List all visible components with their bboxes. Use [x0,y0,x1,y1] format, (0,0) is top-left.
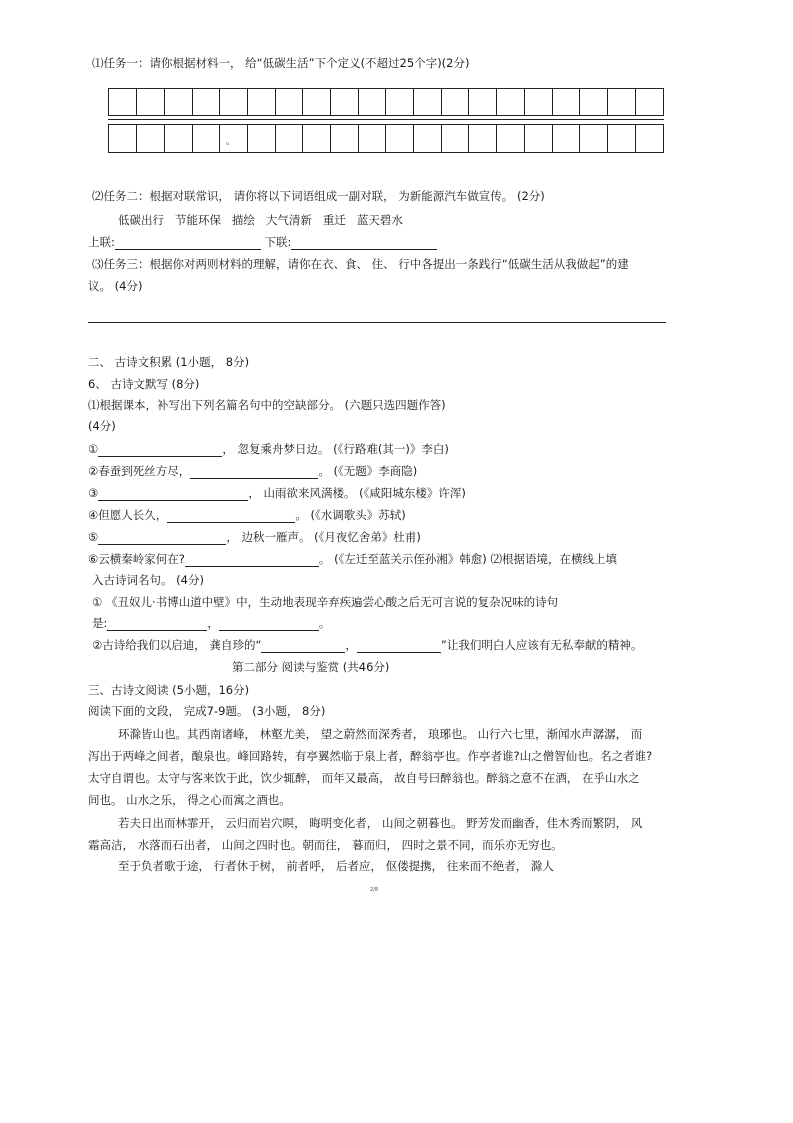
recite-item-6 [88,551,617,567]
sub1-instruction: ⑴根据课本，补写出下列名篇名句中的空缺部分。 (六题只选四题作答) [88,398,446,412]
section3-intro: 阅读下面的文段， 完成7-9题。 (3小题， 8分) [88,704,326,718]
context-q2-comma: ， [345,638,357,652]
passage-line: 环滁皆山也。其西南诸峰， 林壑尤美， 望之蔚然而深秀者， 琅琊也。 山行六七里，渐闻水声潺潺， 而 [118,727,643,741]
task2-words: 低碳出行 节能环保 描绘 大气清新 重迁 蓝天碧水 [118,213,403,227]
recite-item-3-prefix: ③ [88,486,99,500]
recite-item-5-blank[interactable] [98,532,226,545]
context-question-1-line-2 [92,615,330,631]
grid-dot-mark: 。 [226,137,236,147]
context-q1-prefix: 是: [92,616,108,630]
recite-item-3 [88,485,466,501]
passage-line: 太守自谓也。太守与客来饮于此，饮少辄醉， 而年又最高， 故自号曰醉翁也。醉翁之意不在酒， 在乎山水之 [88,771,640,785]
recite-item-2-blank[interactable] [190,466,318,479]
passage-line: 至于负者歌于途， 行者休于树， 前者呼， 后者应， 伛偻提携， 往来而不绝者， 滁人 [118,859,554,873]
recite-item-1 [88,441,449,457]
recite-item-3-suffix: ， 山雨欲来风满楼。 (《咸阳城东楼》许浑) [248,486,466,500]
answer-grid-row-1[interactable] [108,88,664,116]
recite-item-5-suffix: ， 边秋一雁声。 (《月夜忆舍弟》杜甫) [226,530,421,544]
upper-couplet-label: 上联: [88,235,115,249]
sub2-continuation: 入古诗词名句。 (4分) [92,573,204,587]
answer-grid-row-2[interactable] [108,124,664,153]
recite-item-6-suffix: 。 (《左迁至蓝关示侄孙湘》韩愈) ⑵根据语境，在横线上填 [318,552,617,566]
passage-line: 霜高洁， 水落而石出者， 山间之四时也。朝而往， 暮而归， 四时之景不同，而乐亦无穷也。 [88,838,563,852]
recite-item-4 [88,507,406,523]
page-number: 2/8 [370,887,379,893]
lower-couplet-blank[interactable] [291,237,437,250]
passage-line: 若夫日出而林霏开， 云归而岩穴暝， 晦明变化者， 山间之朝暮也。 野芳发而幽香，佳木秀而繁阴， 风 [118,816,643,830]
question-6-heading: 6、 古诗文默写 (8分) [88,377,200,391]
upper-couplet-blank[interactable] [115,237,261,250]
context-question-2 [92,637,642,653]
context-q2-blank-1[interactable] [261,640,345,653]
task3-line-2: 议。 (4分) [88,279,143,293]
recite-item-4-blank[interactable] [167,510,295,523]
recite-item-1-suffix: ， 忽复乘舟梦日边。 (《行路难(其一)》李白) [222,442,449,456]
recite-item-3-blank[interactable] [98,488,248,501]
lower-couplet-label: 下联: [264,235,292,249]
sub1-points: (4分) [88,419,116,433]
task2-prompt: ⑵任务二：根据对联常识， 请你将以下词语组成一副对联， 为新能源汽车做宣传。 (2分) [92,189,545,203]
passage-line: 间也。 山水之乐， 得之心而寓之酒也。 [88,793,291,807]
recite-item-6-blank[interactable] [185,554,319,567]
recite-item-5-prefix: ⑤ [88,530,99,544]
passage-line: 泻出于两峰之间者，酿泉也。峰回路转，有亭翼然临于泉上者，醉翁亭也。作亭者谁?山之僧智仙也。名之者谁? [88,749,653,763]
section3-heading: 三、古诗文阅读 (5小题，16分) [88,683,250,697]
recite-item-6-prefix: ⑥云横秦岭家何在? [88,552,185,566]
context-q2-blank-2[interactable] [357,640,441,653]
recite-item-1-blank[interactable] [98,444,222,457]
context-q1-period: 。 [318,616,331,630]
recite-item-5 [88,529,421,545]
task3-answer-line[interactable] [88,322,666,323]
task1-prompt: ⑴任务一：请你根据材料一， 给“低碳生活”下个定义(不超过25个字)(2分) [92,56,470,70]
couplet-lines [88,234,437,250]
grid-separator [108,119,664,120]
recite-item-2 [88,463,417,479]
section2-heading: 二、 古诗文积累 (1小题， 8分) [88,355,250,369]
context-q1-comma: ， [207,616,219,630]
task3-line-1: ⑶任务三：根据你对两则材料的理解，请你在衣、食、 住、 行中各提出一条践行“低碳生活从我做起”的建 [92,257,629,271]
recite-item-2-suffix: 。 (《无题》李商隐) [318,464,418,478]
context-q2-prefix: ②古诗给我们以启迪， 龚自珍的“ [92,638,262,652]
context-question-1-line-1: ① 《丑奴儿·书博山道中壁》中，生动地表现辛弃疾遍尝心酸之后无可言说的复杂况味的诗句 [92,595,559,609]
context-q1-blank-2[interactable] [219,618,319,631]
context-q2-suffix: ”让我们明白人应该有无私奉献的精神。 [440,638,643,652]
recite-item-4-prefix: ④但愿人长久， [88,508,168,522]
context-q1-blank-1[interactable] [107,618,207,631]
recite-item-1-prefix: ① [88,442,99,456]
recite-item-2-prefix: ②春蚕到死丝方尽， [88,464,191,478]
recite-item-4-suffix: 。 (《水调歌头》苏轼) [295,508,406,522]
part2-title: 第二部分 阅读与鉴赏 (共46分) [232,660,390,674]
